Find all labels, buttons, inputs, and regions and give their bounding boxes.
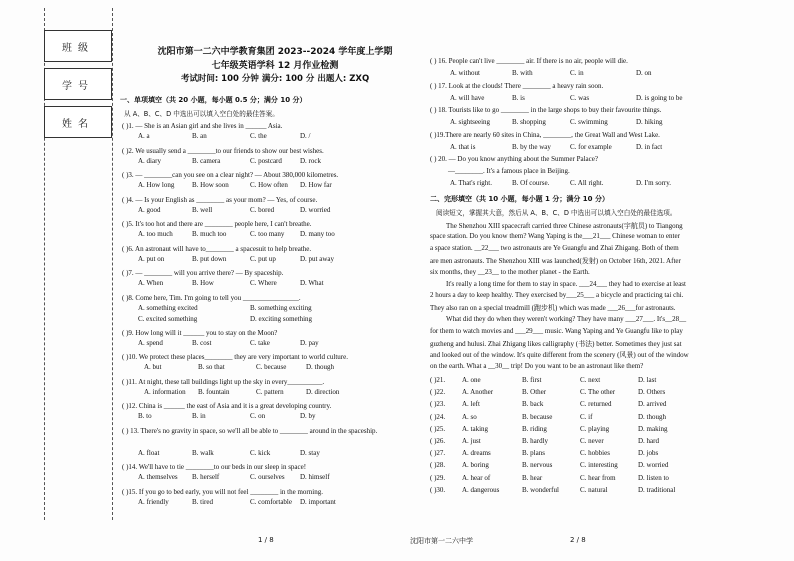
cloze-option: D. traditional <box>638 485 676 494</box>
cloze-option: C. next <box>580 375 601 384</box>
cloze-option: A. one <box>462 375 481 384</box>
cloze-question-number: ( )27. <box>430 449 446 458</box>
answer-option: D. stay <box>300 448 320 457</box>
cloze-option: D. hard <box>638 436 659 445</box>
question-stem: ( )19.There are nearly 60 sites in China, ________, the Great Wall and West Lake. <box>430 130 660 139</box>
cloze-option: D. arrived <box>638 400 667 409</box>
answer-option: A. good <box>138 205 161 214</box>
answer-option: A. put on <box>138 254 165 263</box>
student-number-field[interactable]: 学号 <box>44 68 112 100</box>
answer-option: A. something excited <box>138 303 198 312</box>
answer-option: D. important <box>300 497 336 506</box>
question-stem: ( ) 20. — Do you know anything about the Summer Palace? <box>430 155 598 163</box>
cloze-option: B. wonderful <box>522 485 559 494</box>
page-number-right: 2 / 8 <box>570 536 586 544</box>
answer-option: D. pay <box>300 338 319 347</box>
answer-option: B. well <box>192 205 213 214</box>
answer-option: B. by the way <box>512 142 551 151</box>
answer-option: A. will have <box>450 93 485 102</box>
answer-option: D. How far <box>300 181 332 189</box>
answer-option: D. hiking <box>636 118 663 126</box>
answer-option: C. All right. <box>570 179 604 187</box>
passage-line: It's really a long time for them to stay in space. ___24___ they had to exercise at least <box>446 279 686 288</box>
passage-line: space station. Do you know them? Wang Yaping is the___21___ Chinese woman to enter <box>430 232 680 241</box>
exam-title: 沈阳市第一二六中学教育集团 2023--2024 学年度上学期 <box>157 47 393 57</box>
answer-option: D. What <box>300 279 324 287</box>
passage-line: and looked out of the window. It's quite different from the scenery (风景) out of the window <box>430 351 689 360</box>
passage-line: They also ran on a special treadmill (跑步机) which was made ___26___for astronauts. <box>430 304 676 313</box>
answer-option: C. comfortable <box>250 497 292 506</box>
answer-option: B. walk <box>192 448 214 457</box>
cloze-question-number: ( )26. <box>430 436 446 445</box>
answer-option: D. / <box>300 132 311 140</box>
answer-option: B. shopping <box>512 118 546 126</box>
cloze-option: A. dreams <box>462 449 491 458</box>
cloze-option: D. last <box>638 375 657 384</box>
answer-option: C. ourselves <box>250 473 285 481</box>
answer-option: B. How <box>192 279 214 287</box>
question-stem: ( )8. Come here, Tim. I'm going to tell you ________________. <box>122 293 301 302</box>
question-stem: ( ) 16. People can't live ________ air. If there is no air, people will die. <box>430 57 628 65</box>
cloze-option: B. first <box>522 375 542 384</box>
footer-school: 沈阳市第一二六中学 <box>410 537 473 545</box>
question-stem: ( )4. — Is your English as ________ as your mom? — Yes, of course. <box>122 195 318 204</box>
answer-option: A. When <box>138 279 164 287</box>
cloze-option: A. boring <box>462 461 489 470</box>
cloze-option: C. The other <box>580 388 616 397</box>
answer-option: A. That's right. <box>450 179 492 187</box>
cloze-option: C. interesting <box>580 461 618 470</box>
answer-option: A. diary <box>138 156 161 165</box>
answer-option: C. pattern <box>256 387 284 396</box>
answer-option: D. is going to be <box>636 93 683 102</box>
passage-line: six months, they __23__ to the mother planet - the Earth. <box>430 267 590 276</box>
binding-strip <box>10 8 122 520</box>
cloze-option: A. Another <box>462 388 494 397</box>
cloze-option: B. Other <box>522 388 547 397</box>
answer-option: A. without <box>450 69 480 77</box>
cloze-option: D. making <box>638 424 668 433</box>
answer-option: D. put away <box>300 254 335 263</box>
cloze-option: A. left <box>462 400 480 409</box>
cloze-question-number: ( )29. <box>430 473 446 482</box>
answer-option: C. excited something <box>138 314 198 323</box>
answer-option: B. Of course. <box>512 179 550 187</box>
answer-option: C. Where <box>250 279 277 287</box>
answer-option: C. for example <box>570 142 612 151</box>
cloze-question-number: ( )25. <box>430 424 446 433</box>
passage-line: a space station. __22___ two astronauts are Ye Guangfu and Zhai Zhigang. Both of them <box>430 244 679 253</box>
answer-option: C. in <box>570 69 584 77</box>
answer-option: D. worried <box>300 205 331 214</box>
cloze-option: D. listen to <box>638 473 669 482</box>
answer-option: D. many too <box>300 230 335 238</box>
passage-line: are men astronauts. The Shenzhou XIII was launched(发射) on October 16th, 2021. After <box>430 256 681 265</box>
cloze-question-number: ( )22. <box>430 388 446 397</box>
answer-option: B. camera <box>192 156 221 165</box>
answer-option: A. friendly <box>138 497 169 506</box>
question-stem: ( )7. — ________ will you arrive there? — By spaceship. <box>122 269 284 277</box>
answer-option: B. something exciting <box>250 303 312 312</box>
section2-title: 二、完形填空（共 10 小题，每小题 1 分；满分 10 分） <box>430 194 609 203</box>
passage-line: 2 hours a day to keep healthy. They exercised by___25___ a bicycle and practicing tai chi. <box>430 291 684 300</box>
answer-option: B. so that <box>198 363 225 371</box>
answer-option: C. too many <box>250 230 285 238</box>
answer-option: B. much too <box>192 230 227 238</box>
question-stem: ( )11. At night, these tall buildings light up the sky in every__________. <box>122 377 325 386</box>
answer-option: C. was <box>570 93 590 102</box>
cloze-option: D. though <box>638 412 666 421</box>
answer-option: B. put down <box>192 254 227 263</box>
question-stem: ( ) 13. There's no gravity in space, so we'll all be able to ________ around in the spaceship. <box>122 426 378 435</box>
cloze-question-number: ( )21. <box>430 375 446 384</box>
cloze-option: D. Others <box>638 388 666 397</box>
question-stem: ( ) 18. Tourists like to go ________ in the large shops to buy their favourite things. <box>430 106 662 114</box>
cloze-question-number: ( )24. <box>430 412 446 421</box>
cloze-question-number: ( )23. <box>430 400 446 409</box>
question-stem-continued: —________. It's a famous place in Beijing. <box>448 167 570 175</box>
cloze-option: B. back <box>522 400 544 409</box>
section2-instruction: 阅读短文，掌握其大意，然后从 A、B、C、D 中选出可以填入空白处的最佳选项。 <box>436 208 677 217</box>
cloze-option: C. hear from <box>580 473 616 482</box>
question-stem: ( )15. If you go to bed early, you will not feel ________ in the morning. <box>122 487 323 496</box>
cloze-option: A. taking <box>462 424 489 433</box>
question-stem: ( )3. — ________can you see on a clear night? — About 380,000 kilometres. <box>122 171 339 179</box>
question-stem: ( )6. An astronaut will have to________ a spacesuit to help breathe. <box>122 244 312 253</box>
cloze-option: B. riding <box>522 424 547 433</box>
answer-option: C. put up <box>250 254 276 263</box>
section1-title: 一、单项填空（共 20 小题，每小题 0.5 分；满分 10 分） <box>120 96 307 104</box>
cloze-option: B. hardly <box>522 436 549 445</box>
question-stem: ( )5. It's too hot and there are ________ people here, I can't breathe. <box>122 220 312 228</box>
question-stem: ( )10. We protect these places________ they are very important to world culture. <box>122 353 348 361</box>
question-stem: ( )9. How long will it ______ you to stay on the Moon? <box>122 328 278 337</box>
answer-option: D. rock <box>300 156 321 165</box>
answer-option: D. I'm sorry. <box>636 179 672 187</box>
cloze-option: C. playing <box>580 424 610 433</box>
question-stem: ( )2. We usually send a ________to our friends to show our best wishes. <box>122 146 324 155</box>
question-stem: ( )1. — She is an Asian girl and she lives in ______ Asia. <box>122 122 283 130</box>
answer-option: A. a <box>138 132 150 140</box>
name-field[interactable]: 姓名 <box>44 106 112 138</box>
answer-option: D. himself <box>300 473 330 481</box>
answer-option: A. spend <box>138 338 163 347</box>
answer-option: B. an <box>192 132 207 140</box>
answer-option: D. on <box>636 69 652 77</box>
exam-meta: 考试时间: 100 分钟 满分: 100 分 出题人: ZXQ <box>180 74 370 84</box>
answer-option: C. kick <box>250 448 271 457</box>
answer-option: B. How soon <box>192 181 229 189</box>
cloze-question-number: ( )30. <box>430 485 446 494</box>
section1-instruction: 从 A、B、C、D 中选出可以填入空白处的最佳答案。 <box>124 110 279 118</box>
answer-option: B. in <box>192 412 206 420</box>
cloze-option: A. hear of <box>462 473 491 482</box>
cloze-option: C. returned <box>580 400 612 409</box>
answer-option: B. herself <box>192 473 220 481</box>
question-stem: ( ) 17. Look at the clouds! There ________ a heavy rain soon. <box>430 81 604 90</box>
answer-option: D. exciting something <box>250 314 313 323</box>
answer-option: B. fountain <box>198 387 230 396</box>
answer-option: C. take <box>250 338 270 347</box>
answer-option: C. swimming <box>570 118 608 126</box>
answer-option: C. the <box>250 132 267 140</box>
class-field[interactable]: 班级 <box>44 30 112 62</box>
binding-dashed-line <box>112 8 113 520</box>
exam-subtitle: 七年级英语学科 12 月作业检测 <box>211 61 339 71</box>
answer-option: A. that is <box>450 142 476 151</box>
answer-option: A. themselves <box>138 473 178 481</box>
cloze-option: A. just <box>462 436 481 445</box>
cloze-option: C. natural <box>580 485 608 494</box>
passage-line: The Shenzhou XIII spacecraft carried three Chinese astronauts(宇航员) to Tiangong <box>446 221 683 230</box>
answer-option: D. direction <box>306 387 340 396</box>
answer-option: B. cost <box>192 338 212 347</box>
answer-option: A. but <box>144 363 162 371</box>
cloze-option: A. dangerous <box>462 485 500 494</box>
passage-line: for them to watch movies and ___29___ music. Wang Yaping and Ye Guangfu like to play <box>430 326 683 335</box>
answer-option: B. with <box>512 69 533 77</box>
answer-option: D. in fact <box>636 142 663 151</box>
answer-option: A. How long <box>138 181 175 189</box>
question-stem: ( )14. We'll have to tie ________to our beds in our sleep in space! <box>122 463 307 471</box>
question-stem: ( )12. China is ______ the east of Asia and it is a great developing country. <box>122 402 332 410</box>
answer-option: C. on <box>250 412 266 420</box>
passage-line: What did they do when they weren't working? They have many ___27___. It's__28__ <box>446 314 687 323</box>
cloze-option: C. hobbies <box>580 449 610 458</box>
answer-option: C. postcard <box>250 156 282 165</box>
page-number-left: 1 / 8 <box>258 536 274 544</box>
answer-option: D. by <box>300 412 316 420</box>
answer-option: A. information <box>144 387 186 396</box>
cloze-option: B. nervous <box>522 461 553 470</box>
cloze-option: C. if <box>580 412 593 421</box>
answer-option: C. bored <box>250 205 275 214</box>
answer-option: B. to <box>138 412 152 420</box>
answer-option: A. too much <box>138 230 173 238</box>
cloze-option: A. so <box>462 412 477 421</box>
answer-option: A. float <box>138 448 160 457</box>
cloze-option: B. because <box>522 412 553 421</box>
cloze-option: D. jobs <box>638 449 659 458</box>
cloze-option: C. never <box>580 436 604 445</box>
passage-line: guzheng and hulusi. Zhai Zhigang likes calligraphy (书法) better. Sometimes they just sat <box>430 339 682 348</box>
cloze-option: D. worried <box>638 461 669 470</box>
cloze-option: B. hear <box>522 473 543 482</box>
answer-option: A. sightseeing <box>450 118 491 126</box>
answer-option: C. because <box>256 363 287 371</box>
cloze-option: B. plans <box>522 449 545 458</box>
answer-option: C. How often <box>250 181 288 189</box>
answer-option: B. is <box>512 93 525 102</box>
answer-option: D. though <box>306 363 334 371</box>
passage-line: on the earth. What a __30__ trip! Do you want to be an astronaut like them? <box>430 362 644 371</box>
cloze-question-number: ( )28. <box>430 461 446 470</box>
answer-option: B. tired <box>192 497 213 506</box>
